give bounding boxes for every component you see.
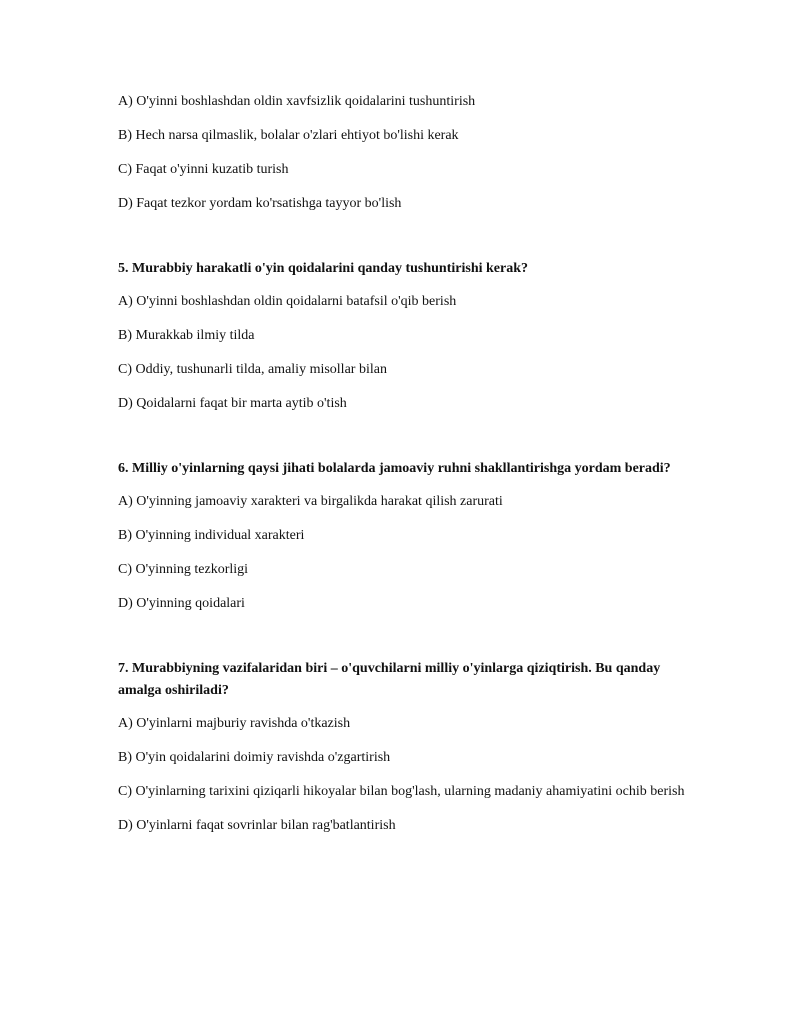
question-7 <box>118 658 688 836</box>
option-a: A) O'yinni boshlashdan oldin xavfsizlik qoidalarini tushuntirish <box>118 94 476 109</box>
option-a: A) O'yinlarni majburiy ravishda o'tkazish <box>118 716 351 731</box>
option-c: C) Faqat o'yinni kuzatib turish <box>118 162 289 177</box>
option-b: B) O'yin qoidalarini doimiy ravishda o'zgartirish <box>118 750 391 765</box>
spacer <box>118 228 688 258</box>
option-a: A) O'yinni boshlashdan oldin qoidalarni batafsil o'qib berish <box>118 294 457 309</box>
option-d: D) O'yinning qoidalari <box>118 596 245 611</box>
option-c: C) O'yinning tezkorligi <box>118 562 249 577</box>
document-page <box>118 92 688 850</box>
option-a: A) O'yinning jamoaviy xarakteri va birgalikda harakat qilish zarurati <box>118 494 503 509</box>
option-c: C) Oddiy, tushunarli tilda, amaliy misollar bilan <box>118 362 387 377</box>
question-6 <box>118 458 688 614</box>
question-text: 7. Murabbiyning vazifalaridan biri – o'quvchilarni milliy o'yinlarga qiziqtirish. Bu qanday amalga oshiriladi? <box>118 661 661 698</box>
spacer <box>118 428 688 458</box>
option-b: B) Hech narsa qilmaslik, bolalar o'zlari ehtiyot bo'lishi kerak <box>118 128 459 143</box>
option-d: D) Qoidalarni faqat bir marta aytib o'tish <box>118 396 347 411</box>
question-text: 5. Murabbiy harakatli o'yin qoidalarini qanday tushuntirishi kerak? <box>118 261 528 276</box>
option-b: B) O'yinning individual xarakteri <box>118 528 305 543</box>
spacer <box>118 628 688 658</box>
option-d: D) O'yinlarni faqat sovrinlar bilan rag'batlantirish <box>118 818 396 833</box>
option-c: C) O'yinlarning tarixini qiziqarli hikoyalar bilan bog'lash, ularning madaniy ahamiyatini ochib berish <box>118 784 685 799</box>
question-5 <box>118 258 688 414</box>
previous-question-options <box>118 92 688 214</box>
question-text: 6. Milliy o'yinlarning qaysi jihati bolalarda jamoaviy ruhni shakllantirishga yordam beradi? <box>118 461 671 476</box>
option-b: B) Murakkab ilmiy tilda <box>118 328 255 343</box>
option-d: D) Faqat tezkor yordam ko'rsatishga tayyor bo'lish <box>118 196 402 211</box>
